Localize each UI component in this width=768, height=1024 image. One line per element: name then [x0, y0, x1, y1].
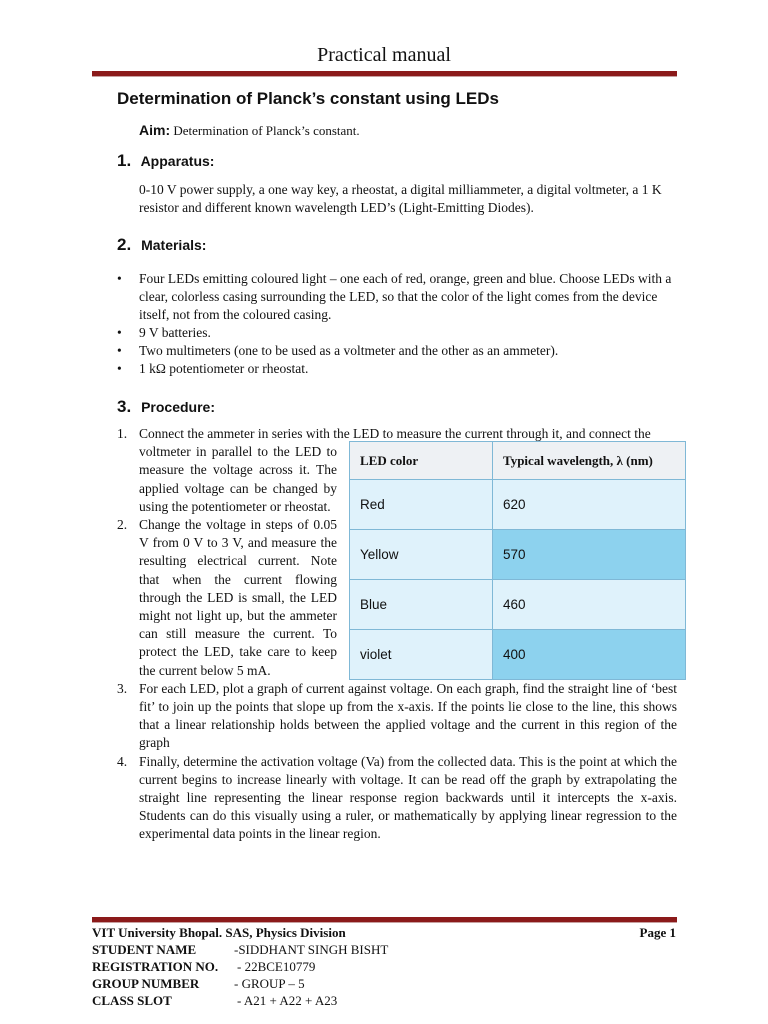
section-materials-heading	[117, 235, 206, 255]
class-slot-label	[92, 993, 172, 1009]
list-item: • Four LEDs emitting coloured light – one each of red, orange, green and blue. Choose LEDs with a clear, colorless casing surrounding the LED, so that the color of the light comes from the device itself, not from the coloured casing.	[117, 270, 682, 324]
footer-rule	[92, 917, 677, 923]
table-row	[350, 630, 686, 680]
table-header-cell: LED color	[350, 442, 493, 480]
procedure-step	[117, 753, 677, 844]
table-row	[350, 530, 686, 580]
footer-page-number	[600, 925, 676, 941]
section-title: Procedure:	[141, 399, 215, 415]
step-number: 4.	[117, 753, 128, 769]
step-text: Finally, determine the activation voltage (Va) from the collected data. This is the point at which the current begins to increase linearly with voltage. It can be read off the graph by extrapolating the straight line representing the linear response region backwards until it intercepts the x-axis. Students can do this visually using a ruler, or mathematically by applying linear regression to the experimental data points in the linear region.	[139, 753, 677, 842]
label-text: STUDENT NAME	[92, 942, 197, 957]
list-item: • 9 V batteries.	[117, 324, 682, 342]
registration-label	[92, 959, 218, 975]
footer-institution	[92, 925, 346, 941]
section-apparatus-heading	[117, 151, 214, 171]
apparatus-text: 0-10 V power supply, a one way key, a rheostat, a digital milliammeter, a digital voltmeter, a 1 K resistor and different known wavelength LED’s (Light-Emitting Diodes).	[139, 182, 662, 215]
section-procedure-heading	[117, 397, 215, 417]
list-item: • 1 kΩ potentiometer or rheostat.	[117, 360, 682, 378]
list-item: • Two multimeters (one to be used as a voltmeter and the other as an ammeter).	[117, 342, 682, 360]
section-title: Apparatus:	[140, 153, 215, 169]
section-number: 3.	[117, 397, 132, 416]
aim-text: Determination of Planck’s constant.	[173, 123, 360, 138]
section-title: Materials:	[141, 237, 207, 253]
student-name-label	[92, 942, 196, 958]
label-text: REGISTRATION NO.	[92, 959, 219, 974]
step-text: Change the voltage in steps of 0.05 V from 0 V to 3 V, and measure the resulting electrical current. Note that when the current flowing through the LED is small, the LED might not light up, but the ammeter can still measure the current. To protect the LED, take care to keep the current below 5 mA.	[139, 517, 337, 678]
class-slot-value: - A21 + A22 + A23	[237, 993, 338, 1008]
step-text: Connect the ammeter in series with the LED to measure the current through it, and connect the	[139, 426, 651, 441]
table-cell-wavelength: 400	[493, 630, 686, 680]
section-number: 2.	[117, 235, 132, 254]
footer-institution-text: VIT University Bhopal. SAS, Physics Division	[92, 925, 346, 940]
document-title: Determination of Planck’s constant using LEDs	[117, 89, 499, 108]
group-label	[92, 976, 199, 992]
label-text: CLASS SLOT	[92, 993, 172, 1008]
table-row	[350, 580, 686, 630]
footer-page-text: Page 1	[639, 925, 676, 940]
aim-label: Aim:	[139, 122, 171, 138]
section-number: 1.	[117, 151, 132, 170]
table-header-row	[350, 442, 686, 480]
registration-value: - 22BCE10779	[237, 959, 316, 974]
materials-list	[117, 270, 682, 378]
table-cell-color: Red	[350, 480, 493, 530]
step-number: 3.	[117, 680, 128, 696]
student-name-value: -SIDDHANT SINGH BISHT	[234, 942, 389, 957]
table-cell-wavelength: 620	[493, 480, 686, 530]
step-number: 2.	[117, 517, 128, 533]
step-text: voltmeter in parallel to the LED to measure the voltage across it. The applied voltage can be changed by using the potentiometer or rheostat.	[139, 444, 337, 514]
led-wavelength-table	[349, 441, 686, 680]
table-row	[350, 480, 686, 530]
group-value: - GROUP – 5	[234, 976, 305, 991]
step-text: For each LED, plot a graph of current against voltage. On each graph, find the straight line of ‘best fit’ to join up the points that slope up from the x-axis. If the points lie close to the line, this shows that a linear relationship holds between the applied voltage and the current in this region of the graph	[139, 680, 677, 751]
header-rule	[92, 71, 677, 77]
procedure-step	[117, 680, 677, 753]
table-cell-wavelength: 570	[493, 530, 686, 580]
label-text: GROUP NUMBER	[92, 976, 200, 991]
table-cell-wavelength: 460	[493, 580, 686, 630]
table-cell-color: Blue	[350, 580, 493, 630]
page-header-title: Practical manual	[317, 44, 451, 66]
aim-line	[139, 122, 360, 139]
table-cell-color: Yellow	[350, 530, 493, 580]
step-number: 1.	[117, 426, 128, 441]
table-cell-color: violet	[350, 630, 493, 680]
table-header-cell: Typical wavelength, λ (nm)	[493, 442, 686, 480]
